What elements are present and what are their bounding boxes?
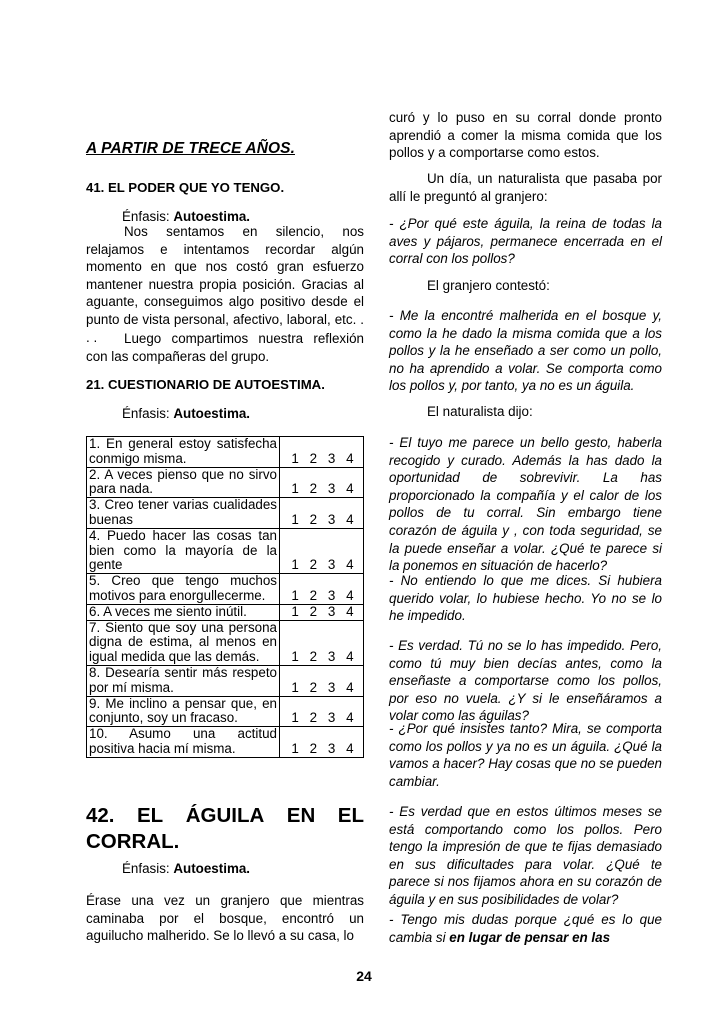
question-text (87, 437, 280, 468)
emphasis-value: Autoestima. (173, 406, 251, 421)
rating-option: 2 (309, 603, 318, 619)
story-paragraph-12-bold: en lugar de pensar en las (449, 929, 611, 945)
rating-option: 3 (327, 587, 336, 603)
rating-option: 3 (327, 710, 336, 726)
questionnaire-row (87, 498, 364, 529)
rating-option: 4 (346, 710, 354, 726)
title-word: EN (286, 804, 316, 827)
title-word: 42. (86, 804, 115, 827)
emphasis-label: Énfasis: (122, 861, 170, 876)
rating-scale (280, 665, 364, 696)
question-line: igual medida que las demás. (89, 649, 260, 665)
story-paragraph-2: Un día, un naturalista que pasaba por allí le preguntó al granjero: (389, 171, 662, 204)
story-paragraph-9: - Es verdad. Tú no se lo has impedido. Pero, como tú muy bien decías antes, como la enseñaste a comportarse como los pollos, por eso no vuela. ¿Y si le enseñáramos a volar como las águilas? (389, 638, 662, 724)
question-line: conmigo misma. (89, 450, 187, 466)
question-line: 7. Siento que soy una persona (89, 619, 277, 635)
question-line: buenas (89, 511, 133, 527)
rating-option: 1 (291, 450, 299, 466)
rating-option: 1 (291, 603, 299, 619)
question-line: conjunto, soy un fracaso. (89, 710, 238, 726)
rating-option: 1 (291, 587, 299, 603)
rating-option: 3 (327, 557, 336, 573)
rating-option: 4 (346, 557, 354, 573)
rating-option: 2 (309, 649, 318, 665)
story-paragraph-12-start: - Tengo mis dudas porque ¿qué es lo que cambia si (389, 912, 662, 945)
rating-option: 3 (327, 481, 336, 497)
questionnaire-row (87, 696, 364, 727)
question-text (87, 604, 280, 620)
story-paragraph-1: curó y lo puso en su corral donde pronto aprendió a comer la misma comida que los pollos y a comportarse como estos. (389, 110, 662, 161)
emphasis-label: Énfasis: (122, 406, 170, 421)
question-line: 6. A veces me siento inútil. (89, 603, 247, 619)
question-line: bien como la mayoría de la (89, 542, 277, 558)
rating-scale (280, 528, 364, 573)
questionnaire-table (86, 436, 364, 758)
section-42-emphasis (122, 861, 250, 876)
question-text (87, 620, 280, 665)
questionnaire-row (87, 528, 364, 573)
question-line: 1. En general estoy satisfecha (89, 436, 277, 451)
section-42-title (86, 803, 364, 855)
question-line: 8. Desearía sentir más respeto (89, 664, 277, 680)
question-line: digna de estima, al menos en (89, 634, 277, 650)
rating-option: 1 (291, 740, 299, 756)
rating-scale (280, 604, 364, 620)
emphasis-value: Autoestima. (173, 861, 251, 876)
question-line: 3. Creo tener varias cualidades (89, 497, 277, 513)
question-line: motivos para enorgullecerme. (89, 587, 266, 603)
question-text (87, 467, 280, 498)
question-line: positiva hacia mí misma. (89, 740, 236, 756)
rating-option: 4 (346, 740, 354, 756)
story-paragraph-12 (389, 911, 662, 946)
story-paragraph-10: - ¿Por qué insistes tanto? Mira, se comporta como los pollos y ya no es un águila. ¿Qué la vamos a hacer? Hay cosas que no se pueden cambiar. (389, 721, 662, 789)
rating-option: 1 (291, 649, 299, 665)
story-paragraph-8: - No entiendo lo que me dices. Si hubiera querido volar, lo hubiese hecho. Yo no se lo he impedido. (389, 573, 662, 624)
story-paragraph-7: - El tuyo me parece un bello gesto, haberla recogido y curado. Además la has dado la oportunidad de sobrevivir. La has proporcionado la compañía y el calor de los pollos de tu corral. Sin embargo tiene corazón de águila y , con toda seguridad, se la puede enseñar a volar. ¿Qué te parece si la ponemos en situación de hacerlo? (389, 435, 662, 574)
rating-option: 1 (291, 557, 299, 573)
section-41-paragraph-1: Nos sentamos en silencio, nos relajamos e intentamos recordar algún momento en que nos costó gran esfuerzo mantener nuestra propia posición. Gracias al aguante, conseguimos algo positivo desde el punto de vista personal, afectivo, laboral, etc. . . . (86, 224, 364, 345)
rating-option: 3 (327, 603, 336, 619)
rating-option: 1 (291, 511, 299, 527)
rating-option: 3 (327, 679, 336, 695)
questionnaire-row (87, 574, 364, 605)
section-42-title-line-2: CORRAL. (86, 830, 180, 853)
rating-scale (280, 574, 364, 605)
rating-option: 3 (327, 450, 336, 466)
rating-option: 2 (309, 511, 318, 527)
section-21-emphasis (122, 406, 250, 421)
question-text (87, 498, 280, 529)
section-41-paragraph-2: Luego compartimos nuestra reflexión con las compañeras del grupo. (86, 331, 364, 364)
rating-option: 4 (346, 481, 354, 497)
rating-option: 1 (291, 710, 299, 726)
section-21-title: 21. CUESTIONARIO DE AUTOESTIMA. (86, 377, 325, 392)
rating-scale (280, 437, 364, 468)
story-paragraph-4: El granjero contestó: (427, 278, 550, 293)
rating-option: 4 (346, 679, 354, 695)
story-paragraph-5: - Me la encontré malherida en el bosque y, como la he dado la misma comida que a los pollos y la he enseñado a ser como un pollo, no ha aprendido a volar. Se comporta como los pollos y, por tanto, ya no es un águila. (389, 308, 662, 394)
section-42-paragraph-1: Érase una vez un granjero que mientras caminaba por el bosque, encontró un aguilucho malherido. Se lo llevó a su casa, lo (86, 893, 364, 944)
questionnaire-row (87, 620, 364, 665)
section-42-title-line-1 (86, 803, 364, 829)
rating-scale (280, 467, 364, 498)
title-word: ÁGUILA (185, 804, 265, 827)
rating-option: 2 (309, 679, 318, 695)
question-line: gente (89, 557, 123, 573)
rating-option: 4 (346, 511, 354, 527)
rating-option: 4 (346, 603, 354, 619)
question-line: por mí misma. (89, 679, 174, 695)
emphasis-value: Autoestima. (173, 209, 251, 224)
rating-scale (280, 727, 364, 758)
questionnaire-row (87, 467, 364, 498)
rating-option: 4 (346, 587, 354, 603)
question-line: 2. A veces pienso que no sirvo (89, 466, 277, 482)
rating-option: 3 (327, 649, 336, 665)
questionnaire-row (87, 727, 364, 758)
rating-scale (280, 498, 364, 529)
rating-scale (280, 620, 364, 665)
rating-option: 3 (327, 740, 336, 756)
rating-option: 2 (309, 587, 318, 603)
story-paragraph-6: El naturalista dijo: (427, 404, 533, 419)
question-text (87, 574, 280, 605)
story-paragraph-11: - Es verdad que en estos últimos meses se está comportando como los pollos. Pero tengo la impresión de que te fijas demasiado en sus dificultades para volar. ¿Qué te parece si nos fijamos ahora en su corazón de águila y en sus posibilidades de volar? (389, 804, 662, 907)
section-41-title: 41. EL PODER QUE YO TENGO. (86, 180, 285, 195)
section-41-emphasis (122, 209, 250, 224)
question-text (87, 528, 280, 573)
rating-option: 2 (309, 481, 318, 497)
questionnaire-row (87, 665, 364, 696)
section-main-title: A PARTIR DE TRECE AÑOS. (86, 140, 295, 157)
rating-scale (280, 696, 364, 727)
rating-option: 2 (309, 557, 318, 573)
story-paragraph-3: - ¿Por qué este águila, la reina de todas la aves y pájaros, permanece encerrada en el corral con los pollos? (389, 216, 662, 267)
rating-option: 4 (346, 450, 354, 466)
question-line: 9. Me inclino a pensar que, en (89, 695, 277, 711)
question-text (87, 696, 280, 727)
emphasis-label: Énfasis: (122, 209, 170, 224)
page-number: 24 (356, 968, 372, 984)
rating-option: 2 (309, 710, 318, 726)
question-text (87, 727, 280, 758)
question-line: 4. Puedo hacer las cosas tan (89, 527, 277, 543)
question-text (87, 665, 280, 696)
rating-option: 1 (291, 481, 299, 497)
question-line: 10. Asumo una actitud (89, 726, 277, 742)
rating-option: 2 (309, 450, 318, 466)
question-line: 5. Creo que tengo muchos (89, 573, 277, 589)
title-word: EL (137, 804, 164, 827)
rating-option: 1 (291, 679, 299, 695)
questionnaire-row (87, 604, 364, 620)
rating-option: 3 (327, 511, 336, 527)
questionnaire-row (87, 437, 364, 468)
rating-option: 4 (346, 649, 354, 665)
rating-option: 2 (309, 740, 318, 756)
question-line: para nada. (89, 481, 154, 497)
title-word: EL (337, 804, 364, 827)
